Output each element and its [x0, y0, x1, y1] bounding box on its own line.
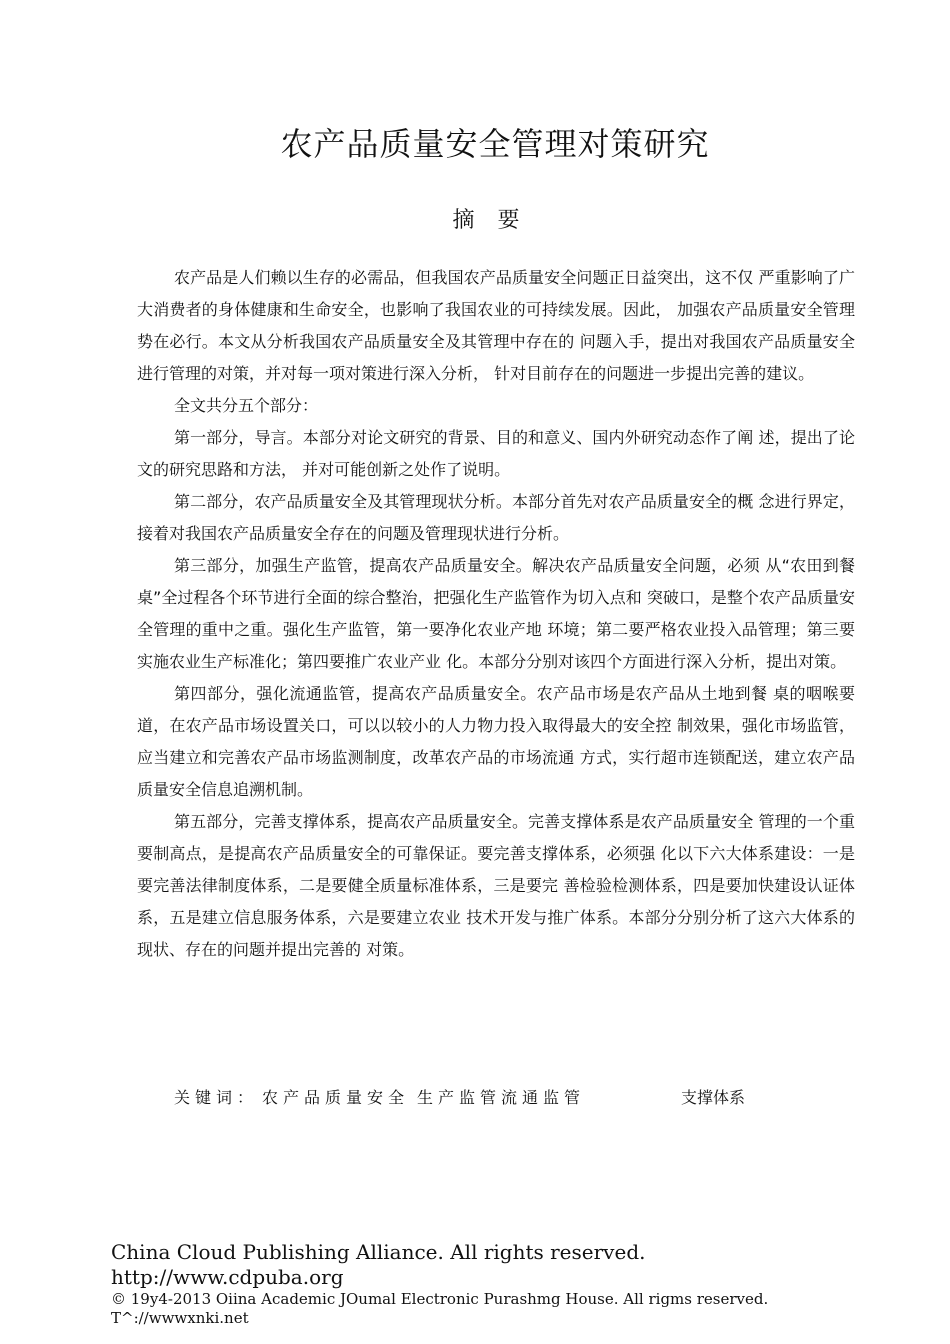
paragraph-part-five: 第五部分，完善支撑体系，提高农产品质量安全。完善支撑体系是农产品质量安全 管理的一个重要制高点，是提高农产品质量安全的可靠保证。要完善支撑体系，必须强 化以下六大体系建设：一是要完善法律制度体系，二是要健全质量标准体系，三是要完 善检验检测体系，四是要加快建设认证体系，五是建立信息服务体系，六是要建立农业 技术开发与推广体系。本部分分别分析了这六大体系的现状、存在的问题并提出完善的 对策。	[137, 812, 855, 959]
paragraph-part-one: 第一部分，导言。本部分对论文研究的背景、目的和意义、国内外研究动态作了阐 述，提出了论文的研究思路和方法， 并对可能创新之处作了说明。	[137, 428, 855, 479]
copyright-footer	[111, 1240, 871, 1328]
paragraph-structure: 全文共分五个部分：	[174, 396, 319, 415]
document-title: 农产品质量安全管理对策研究	[280, 125, 710, 164]
abstract-body	[137, 262, 855, 966]
paragraph-part-four: 第四部分，强化流通监管，提高农产品质量安全。农产品市场是农产品从土地到餐 桌的咽喉要道，在农产品市场设置关口，可以以较小的人力物力投入取得最大的安全控 制效果，强化市场监管，应当建立和完善农产品市场监测制度，改革农产品的市场流通 方式，实行超市连锁配送，建立农产品质量安全信息追溯机制。	[137, 684, 855, 799]
keyword-item: 农产品质量安全	[262, 1088, 410, 1107]
paragraph-part-three: 第三部分，加强生产监管，提高农产品质量安全。解决农产品质量安全问题，必须 从“农田到餐桌”全过程各个环节进行全面的综合整治，把强化生产监管作为切入点和 突破口，是整个农产品质量安全管理的重中之重。强化生产监管，第一要净化农业产地 环境；第二要严格农业投入品管理；第三要实施农业生产标准化；第四要推广农业产业 化。本部分分别对该四个方面进行深入分析，提出对策。	[137, 556, 855, 671]
abstract-heading: 摘 要	[452, 208, 528, 233]
paragraph-part-two: 第二部分，农产品质量安全及其管理现状分析。本部分首先对农产品质量安全的概 念进行界定，接着对我国农产品质量安全存在的问题及管理现状进行分析。	[137, 492, 855, 543]
footer-publisher: China Cloud Publishing Alliance. All rights reserved.	[111, 1240, 646, 1264]
paragraph-intro: 农产品是人们赖以生存的必需品，但我国农产品质量安全问题正日益突出，这不仅 严重影响了广大消费者的身体健康和生命安全，也影响了我国农业的可持续发展。因此， 加强农产品质量安全管理势在必行。本文从分析我国农产品质量安全及其管理中存在的 问题入手，提出对我国农产品质量安全进行管理的对策，并对每一项对策进行深入分析， 针对目前存在的问题进一步提出完善的建议。	[137, 268, 855, 383]
footer-copyright: © 19y4-2013 Oiina Academic JOumal Electronic Purashmg House. All rigms reserved.	[111, 1290, 769, 1308]
keyword-item: 生产监管流通监管	[417, 1088, 586, 1107]
keywords-label: 关键词：	[174, 1088, 259, 1107]
footer-url: http://www.cdpuba.org	[111, 1265, 344, 1289]
footer-url-secondary: T^://wwwxnki.net	[111, 1309, 249, 1327]
keyword-item: 支撑体系	[681, 1088, 746, 1107]
keywords-line	[174, 1085, 814, 1108]
